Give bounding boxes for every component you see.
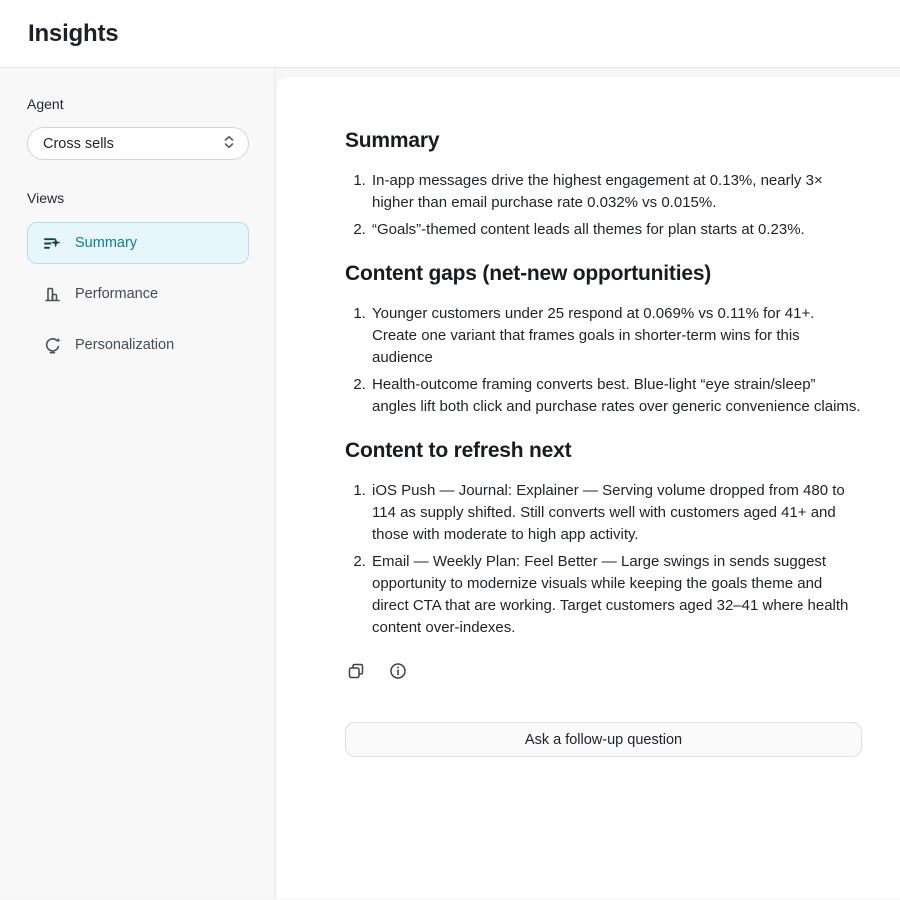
- page-title: Insights: [28, 19, 119, 47]
- ask-follow-up-button[interactable]: Ask a follow-up question: [345, 722, 862, 757]
- list-item: 1. Younger customers under 25 respond at 0.069% vs 0.11% for 41+. Create one variant that frames goals in shorter-term wins for this audience: [370, 303, 862, 369]
- agent-select[interactable]: [27, 127, 249, 160]
- sidebar-item-performance[interactable]: [27, 273, 249, 315]
- section-heading: Summary: [345, 129, 440, 152]
- sidebar-item-summary[interactable]: [27, 222, 249, 264]
- list-item: 2. Email — Weekly Plan: Feel Better — Large swings in sends suggest opportunity to modernize visuals while keeping the goals theme and direct CTA that are working. Target customers aged 32–41 where health content over-indexes.: [370, 551, 862, 639]
- sidebar-item-label: Performance: [75, 286, 159, 302]
- summary-sparkle-icon: [43, 234, 62, 253]
- section-list: [345, 303, 862, 418]
- sidebar-item-personalization[interactable]: [27, 324, 249, 366]
- lightbulb-sparkle-icon: [43, 336, 62, 355]
- info-icon[interactable]: [387, 660, 409, 682]
- actions-row: [345, 660, 862, 682]
- sidebar: [0, 68, 275, 899]
- views-nav: [27, 222, 249, 366]
- app-body: [0, 68, 900, 899]
- section-heading: Content to refresh next: [345, 439, 572, 462]
- up-down-chevron-icon: [222, 134, 236, 154]
- app-header: [0, 0, 900, 68]
- list-item: 2. “Goals”-themed content leads all themes for plan starts at 0.23%.: [370, 219, 862, 241]
- list-item: 2. Health-outcome framing converts best. Blue-light “eye strain/sleep” angles lift both click and purchase rates over generic convenience claims.: [370, 374, 862, 418]
- agent-label: Agent: [27, 96, 64, 112]
- section-list: [345, 480, 862, 639]
- agent-select-value: Cross sells: [43, 135, 114, 152]
- section-content-gaps: [345, 262, 862, 418]
- list-item: 1. In-app messages drive the highest engagement at 0.13%, nearly 3× higher than email purchase rate 0.032% vs 0.015%.: [370, 170, 862, 214]
- list-item: 1. iOS Push — Journal: Explainer — Serving volume dropped from 480 to 114 as supply shifted. Still converts well with customers aged 41+ and those with moderate to high app activity.: [370, 480, 862, 546]
- insights-card: [277, 77, 900, 899]
- section-heading: Content gaps (net-new opportunities): [345, 262, 712, 285]
- copy-icon[interactable]: [345, 660, 367, 682]
- section-summary: [345, 129, 862, 241]
- bar-chart-icon: [43, 285, 62, 304]
- main-area: [275, 68, 900, 899]
- section-list: [345, 170, 862, 241]
- sidebar-item-label: Personalization: [75, 337, 175, 353]
- sidebar-item-label: Summary: [75, 235, 138, 251]
- section-refresh-next: [345, 439, 862, 639]
- views-label: Views: [27, 190, 65, 206]
